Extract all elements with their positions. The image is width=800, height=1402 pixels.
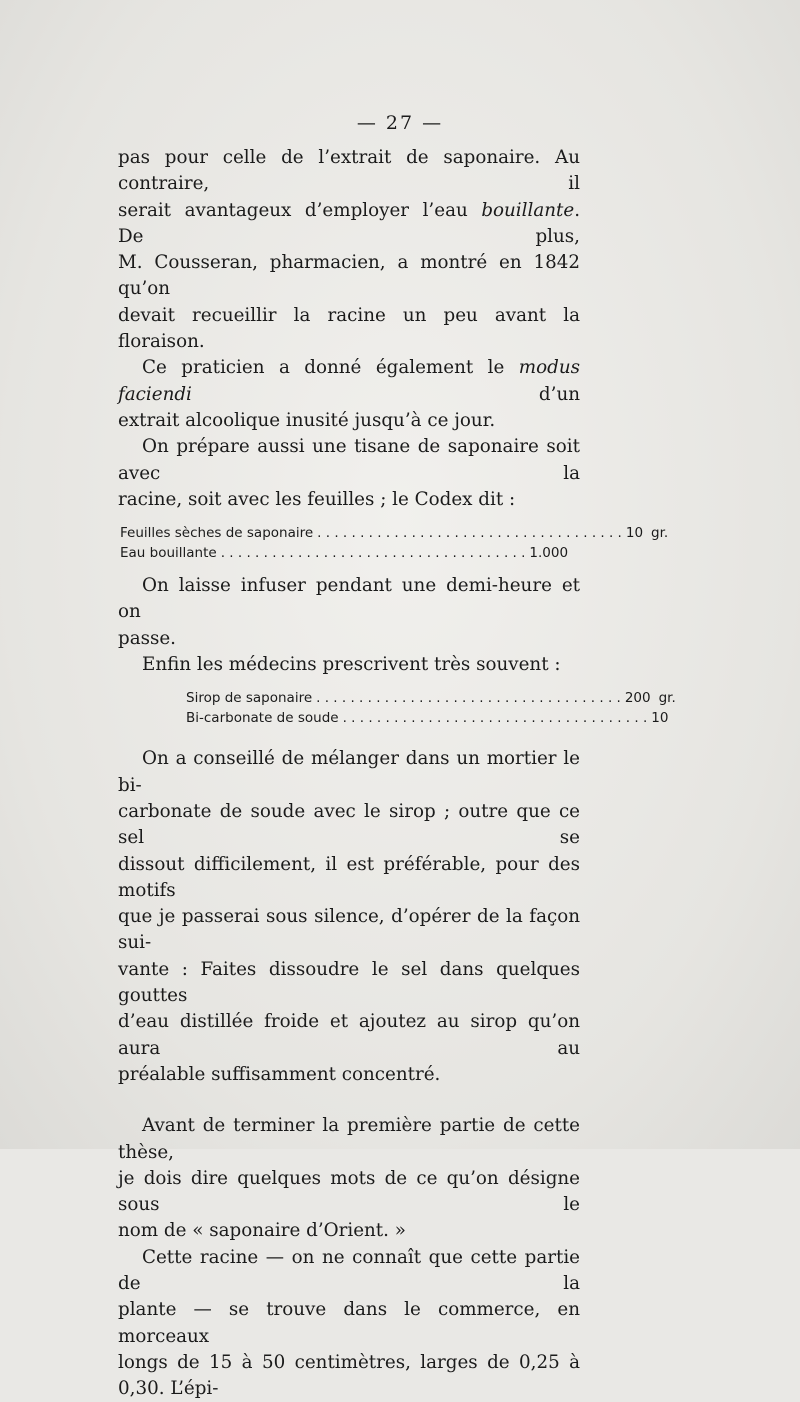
paragraph-7: [118, 1113, 580, 1244]
paragraph-5: [118, 652, 580, 678]
paragraph-3: [118, 434, 580, 513]
recipe-sirop: [186, 688, 676, 728]
text-line: extrait alcoolique inusité jusqu’à ce jour.: [118, 409, 496, 431]
text-line: passe.: [118, 627, 176, 649]
recipe-row: [120, 543, 569, 563]
text-line: Ce praticien a donné également le modus faciendi d’un: [118, 357, 580, 405]
ingredient-quantity: 10: [651, 710, 669, 727]
text-line: que je passerai sous silence, d’opérer de la façon sui-: [118, 906, 580, 954]
text-line: vante : Faites dissoudre le sel dans quelques gouttes: [118, 958, 580, 1007]
text-line: On laisse infuser pendant une demi-heure et on: [118, 575, 580, 623]
ingredient-name: Eau bouillante: [120, 545, 217, 562]
body-text: [118, 145, 676, 1402]
text-line: On a conseillé de mélanger dans un mortier le bi-: [118, 748, 580, 796]
text-line: je dois dire quelques mots de ce qu’on désigne sous le: [118, 1167, 580, 1216]
recipe-codex: [120, 523, 669, 563]
text-line: On prépare aussi une tisane de saponaire soit avec la: [118, 436, 580, 484]
dot-leader: . . . . . . . . . . . . . . . . . . . . . . . . . . . . . . . . . . . .: [342, 710, 648, 727]
quantity-unit: gr.: [651, 525, 669, 542]
ingredient-name: Feuilles sèches de saponaire: [120, 525, 314, 542]
ingredient-quantity: 200: [624, 690, 651, 707]
section-gap: [118, 1088, 580, 1113]
paragraph-6: [118, 746, 580, 1088]
paragraph-1: [118, 145, 580, 355]
text-line: pas pour celle de l’extrait de saponaire. Au contraire, il: [118, 147, 580, 195]
italic-term: modus faciendi: [118, 357, 580, 405]
text-line: longs de 15 à 50 centimètres, larges de 0,25 à 0,30. L’épi-: [118, 1351, 580, 1400]
text-line: d’eau distillée froide et ajoutez au sirop qu’on aura au: [118, 1011, 580, 1059]
text-line: racine, soit avec les feuilles ; le Codex dit :: [118, 488, 516, 510]
text-line: nom de « saponaire d’Orient. »: [118, 1220, 406, 1242]
text-line: serait avantageux d’employer l’eau bouillante. De plus,: [118, 199, 580, 247]
text-line: plante — se trouve dans le commerce, en morceaux: [118, 1299, 580, 1347]
text-line: préalable suffisamment concentré.: [118, 1063, 441, 1085]
text-line: Avant de terminer la première partie de cette thèse,: [118, 1115, 580, 1163]
ingredient-name: Sirop de saponaire: [186, 690, 313, 707]
dot-leader: . . . . . . . . . . . . . . . . . . . . . . . . . . . . . . . . . . . .: [220, 545, 526, 562]
quantity-unit: gr.: [658, 690, 676, 707]
recipe-row: [186, 708, 669, 728]
paragraph-2: [118, 355, 580, 434]
dot-leader: . . . . . . . . . . . . . . . . . . . . . . . . . . . . . . . . . . . .: [317, 525, 622, 542]
paragraph-8: [118, 1245, 580, 1402]
page-number: — 27 —: [356, 112, 444, 134]
ingredient-quantity: 10: [625, 525, 644, 542]
dot-leader: . . . . . . . . . . . . . . . . . . . . . . . . . . . . . . . . . . . .: [316, 690, 621, 707]
text-line: Enfin les médecins prescrivent très souvent :: [142, 654, 561, 676]
text-line: Cette racine — on ne connaît que cette partie de la: [118, 1246, 580, 1294]
paragraph-4: [118, 573, 580, 652]
text-line: carbonate de soude avec le sirop ; outre que ce sel se: [118, 800, 580, 849]
ingredient-name: Bi-carbonate de soude: [186, 710, 339, 727]
text-line: devait recueillir la racine un peu avant la floraison.: [118, 304, 580, 353]
text-line: M. Cousseran, pharmacien, a montré en 1842 qu’on: [118, 252, 580, 300]
recipe-row: [186, 688, 676, 708]
recipe-row: [120, 523, 669, 543]
italic-term: bouillante: [481, 199, 575, 221]
text-line: dissout difficilement, il est préférable, pour des motifs: [118, 853, 580, 901]
ingredient-quantity: 1.000: [529, 545, 569, 562]
